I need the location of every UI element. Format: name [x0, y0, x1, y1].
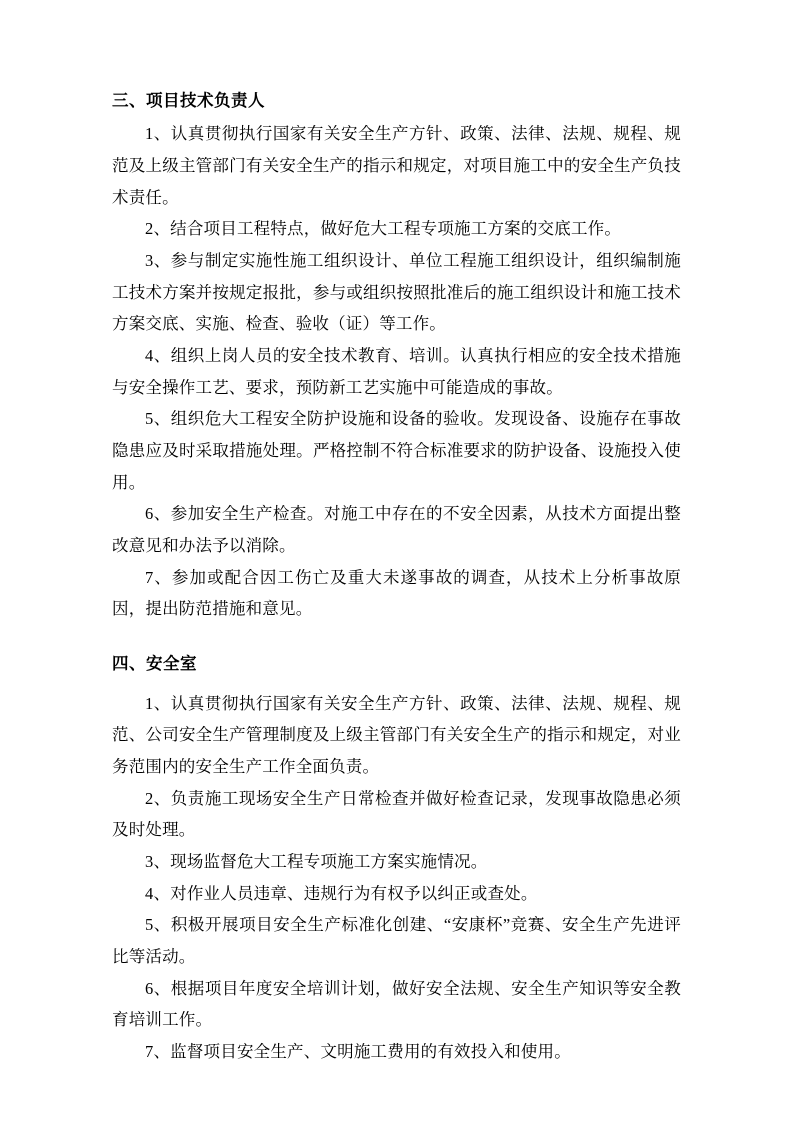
paragraph-item: 5、组织危大工程安全防护设施和设备的验收。发现设备、设施存在事故隐患应及时采取措施处理。严格控制不符合标准要求的防护设备、设施投入使用。	[112, 409, 681, 492]
section-safety-office	[112, 651, 681, 1067]
section-heading: 四、安全室	[112, 655, 197, 674]
paragraph-item: 7、参加或配合因工伤亡及重大未遂事故的调查，从技术上分析事故原因，提出防范措施和意见。	[112, 567, 681, 619]
paragraph-item: 3、现场监督危大工程专项施工方案实施情况。	[145, 851, 488, 871]
paragraph-item: 1、认真贯彻执行国家有关安全生产方针、政策、法律、法规、规程、规范及上级主管部门有关安全生产的指示和规定，对项目施工中的安全生产负技术责任。	[112, 124, 681, 207]
paragraph-item: 5、积极开展项目安全生产标准化创建、“安康杯”竞赛、安全生产先进评比等活动。	[112, 915, 681, 966]
paragraph-item: 3、参与制定实施性施工组织设计、单位工程施工组织设计，组织编制施工技术方案并按规定报批，参与或组织按照批准后的施工组织设计和施工技术方案交底、实施、检查、验收（证）等工作。	[112, 251, 681, 334]
paragraph-item: 2、负责施工现场安全生产日常检查并做好检查记录，发现事故隐患必须及时处理。	[112, 788, 681, 840]
section-project-technical-director	[112, 88, 681, 625]
paragraph-item: 2、结合项目工程特点，做好危大工程专项施工方案的交底工作。	[145, 219, 622, 239]
paragraph-item: 6、根据项目年度安全培训计划，做好安全法规、安全生产知识等安全教育培训工作。	[112, 978, 681, 1030]
paragraph-item: 1、认真贯彻执行国家有关安全生产方针、政策、法律、法规、规程、规范、公司安全生产管理制度及上级主管部门有关安全生产的指示和规定，对业务范围内的安全生产工作全面负责。	[112, 693, 681, 776]
document-body	[112, 88, 681, 1068]
section-heading: 三、项目技术负责人	[112, 92, 265, 110]
paragraph-item: 7、监督项目安全生产、文明施工费用的有效投入和使用。	[145, 1041, 571, 1061]
paragraph-item: 6、参加安全生产检查。对施工中存在的不安全因素，从技术方面提出整改意见和办法予以消除。	[112, 504, 681, 556]
paragraph-item: 4、对作业人员违章、违规行为有权予以纠正或查处。	[145, 883, 538, 903]
paragraph-item: 4、组织上岗人员的安全技术教育、培训。认真执行相应的安全技术措施与安全操作工艺、要求，预防新工艺实施中可能造成的事故。	[112, 346, 681, 397]
